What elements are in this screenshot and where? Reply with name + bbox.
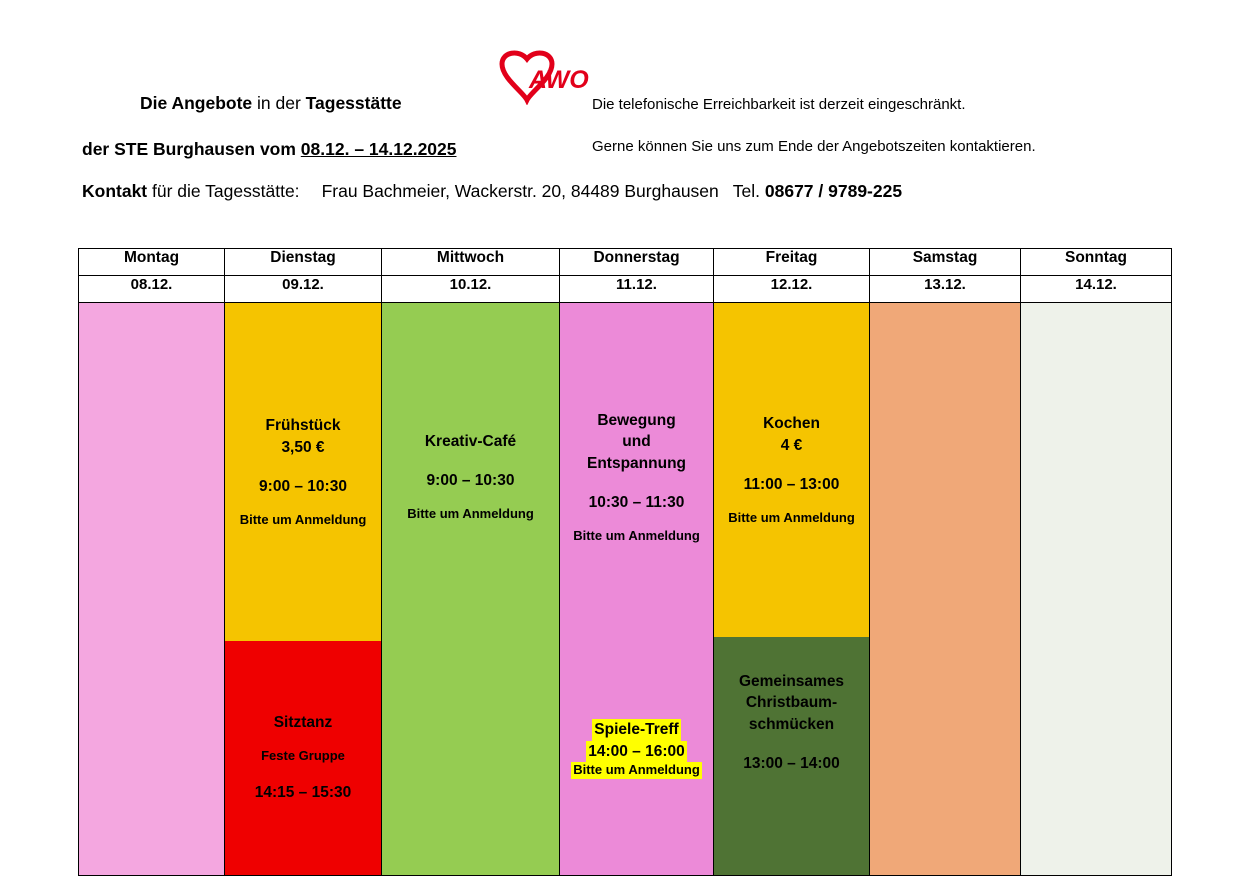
phone-label: Tel. — [732, 181, 765, 201]
event-block-fruehstueck[interactable] — [225, 303, 381, 641]
contact-time-note: Gerne können Sie uns zum Ende der Angebotszeiten kontaktieren. — [592, 138, 1036, 155]
title-bold-b: Tagesstätte — [305, 93, 402, 113]
event-note: Feste Gruppe — [261, 747, 345, 763]
event-block-kreativ-cafe[interactable] — [382, 303, 559, 875]
day-column-dienstag — [225, 303, 382, 876]
awo-logo — [497, 48, 597, 103]
contact-label: Kontakt — [82, 181, 148, 201]
svg-text:AWO: AWO — [529, 66, 589, 94]
phone-number: 08677 / 9789-225 — [764, 181, 903, 201]
event-block-spiele-treff[interactable] — [560, 709, 713, 789]
table-row-dates — [79, 276, 1172, 303]
page-header — [0, 0, 1243, 230]
event-price: 3,50 € — [281, 438, 325, 456]
event-time: 10:30 – 11:30 — [588, 494, 685, 512]
date-range: 08.12. – 14.12.2025 — [300, 139, 457, 159]
event-note: Bitte um Anmeldung — [573, 527, 700, 543]
event-block-bewegung-entspannung[interactable] — [560, 303, 713, 875]
contact-label-rest: für die Tagesstätte: — [147, 181, 300, 201]
event-block-christbaumschmuecken[interactable] — [714, 637, 869, 875]
day-date-montag: 08.12. — [79, 276, 225, 303]
title-mid: in der — [252, 93, 306, 113]
event-time: 9:00 – 10:30 — [259, 478, 347, 496]
event-title-line1: Gemeinsames — [738, 673, 845, 690]
weekly-schedule-table — [78, 248, 1172, 876]
day-name-dienstag: Dienstag — [225, 249, 382, 276]
event-title-line3: Entspannung — [586, 454, 687, 472]
event-block-samstag-empty[interactable] — [870, 303, 1020, 875]
event-title: Kochen — [763, 415, 820, 433]
phone-availability-note: Die telefonische Erreichbarkeit ist derzeit eingeschränkt. — [592, 96, 966, 113]
day-date-mittwoch: 10.12. — [382, 276, 560, 303]
title-line-2 — [82, 139, 457, 160]
event-title-line3: schmücken — [748, 715, 835, 733]
contact-line — [82, 181, 902, 202]
event-title-line2: und — [622, 433, 651, 451]
day-date-donnerstag: 11.12. — [560, 276, 714, 303]
event-time: 9:00 – 10:30 — [426, 472, 515, 490]
day-name-mittwoch: Mittwoch — [382, 249, 560, 276]
day-name-sonntag: Sonntag — [1021, 249, 1172, 276]
event-block-sitztanz[interactable] — [225, 641, 381, 875]
day-column-mittwoch — [382, 303, 560, 876]
day-column-samstag — [870, 303, 1021, 876]
day-column-montag — [79, 303, 225, 876]
event-time: 13:00 – 14:00 — [743, 755, 840, 773]
event-time: 14:15 – 15:30 — [254, 784, 352, 802]
day-date-sonntag: 14.12. — [1021, 276, 1172, 303]
event-title: Frühstück — [265, 417, 341, 435]
event-note: Bitte um Anmeldung — [728, 509, 855, 525]
day-column-donnerstag — [560, 303, 714, 876]
event-block-montag-empty[interactable] — [79, 303, 224, 875]
day-name-freitag: Freitag — [714, 249, 870, 276]
event-time: 11:00 – 13:00 — [743, 476, 840, 494]
day-column-freitag — [714, 303, 870, 876]
day-name-montag: Montag — [79, 249, 225, 276]
event-note: Bitte um Anmeldung — [573, 761, 700, 777]
day-column-sonntag — [1021, 303, 1172, 876]
event-title-line2: Christbaum- — [745, 694, 838, 712]
table-row-events — [79, 303, 1172, 876]
event-title: Kreativ-Café — [424, 433, 517, 450]
event-block-kochen[interactable] — [714, 303, 869, 637]
location-label: der STE Burghausen vom — [82, 139, 301, 159]
title-line-1 — [140, 93, 402, 114]
event-price: 4 € — [780, 436, 803, 454]
event-title: Sitztanz — [273, 714, 333, 732]
day-date-freitag: 12.12. — [714, 276, 870, 303]
table-row-day-names — [79, 249, 1172, 276]
event-time: 14:00 – 16:00 — [586, 741, 687, 762]
contact-address: Frau Bachmeier, Wackerstr. 20, 84489 Burghausen — [321, 181, 719, 201]
event-note: Bitte um Anmeldung — [407, 505, 534, 521]
title-bold-a: Die Angebote — [140, 93, 253, 113]
day-name-samstag: Samstag — [870, 249, 1021, 276]
event-title-line1: Bewegung — [597, 412, 676, 429]
day-date-dienstag: 09.12. — [225, 276, 382, 303]
event-block-sonntag-empty[interactable] — [1021, 303, 1171, 875]
day-date-samstag: 13.12. — [870, 276, 1021, 303]
day-name-donnerstag: Donnerstag — [560, 249, 714, 276]
event-title: Spiele-Treff — [592, 719, 680, 740]
event-note: Bitte um Anmeldung — [239, 511, 367, 527]
